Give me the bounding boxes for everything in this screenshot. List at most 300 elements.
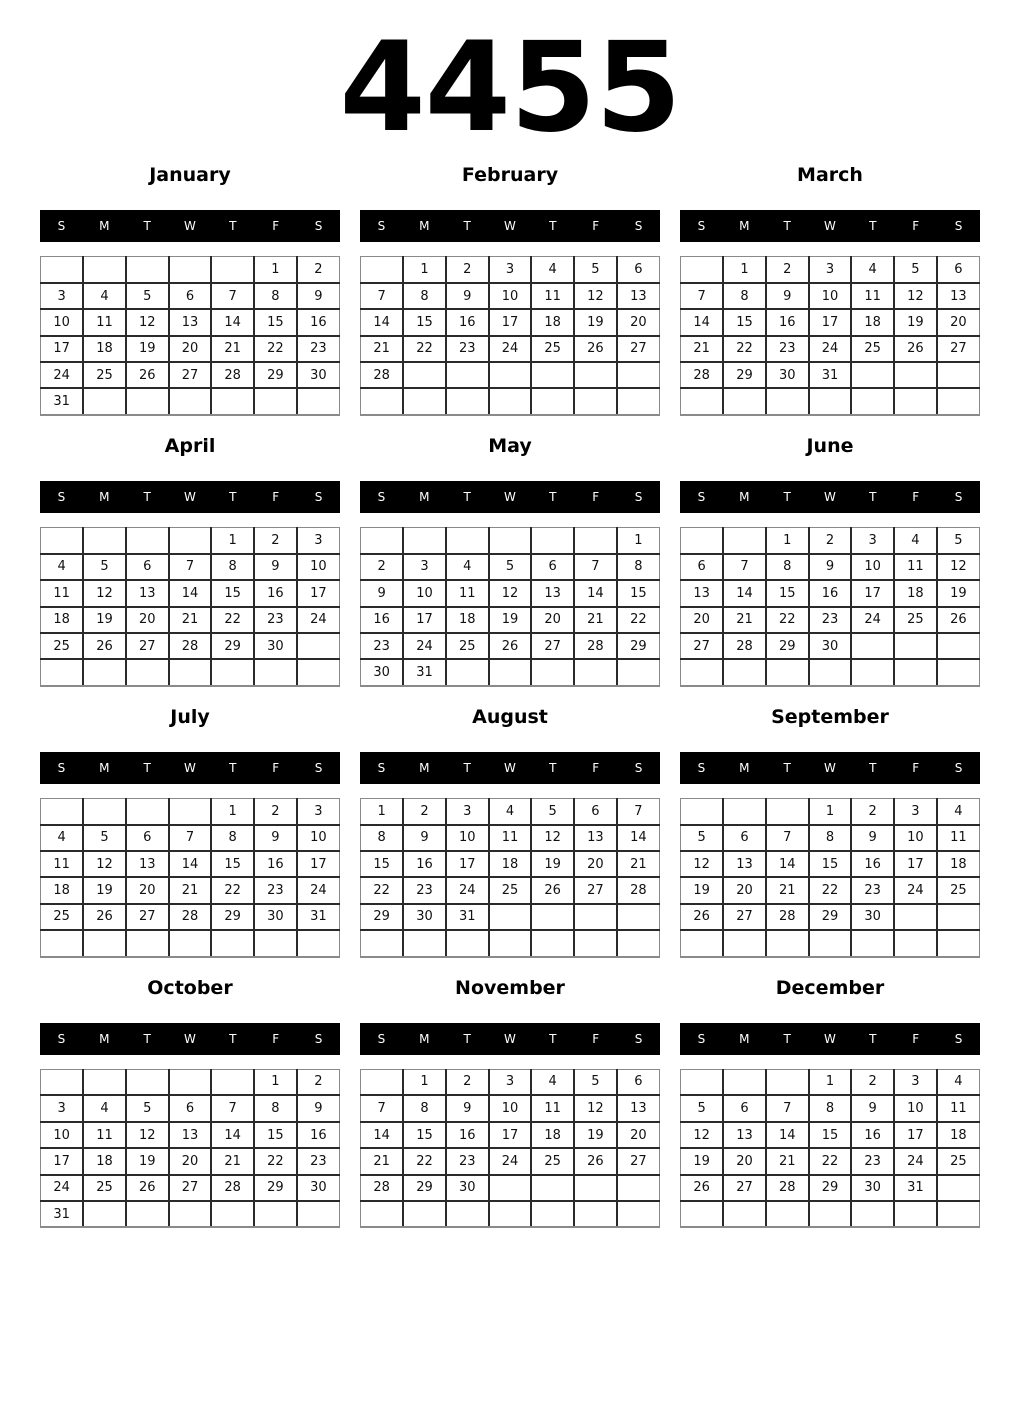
- weekday-label: S: [697, 760, 706, 775]
- empty-cell: [531, 362, 574, 388]
- week-row: [361, 825, 660, 851]
- empty-cell: [254, 388, 297, 414]
- day-cell: 27: [169, 362, 212, 388]
- empty-cell: [894, 659, 937, 685]
- weekday-label: M: [739, 1031, 750, 1046]
- day-cell: 30: [446, 1175, 489, 1201]
- empty-cell: [254, 659, 297, 685]
- day-cell: 27: [723, 1175, 766, 1201]
- day-cell: 22: [211, 607, 254, 633]
- day-cell: 26: [531, 877, 574, 903]
- weekday-label: S: [314, 219, 323, 233]
- day-cell: 27: [681, 633, 724, 659]
- day-cell: 20: [126, 877, 169, 903]
- day-cell: 22: [403, 336, 446, 362]
- day-cell: 17: [297, 851, 340, 877]
- day-cell: 17: [489, 309, 532, 335]
- day-cell: 8: [211, 554, 254, 580]
- week-row: [41, 1201, 340, 1227]
- week-row: [361, 633, 660, 659]
- empty-cell: [211, 1201, 254, 1227]
- date-grid: [680, 798, 980, 958]
- day-cell: 3: [894, 1069, 937, 1095]
- week-row: [361, 1095, 660, 1121]
- empty-cell: [126, 257, 169, 283]
- empty-cell: [446, 930, 489, 956]
- day-cell: 1: [723, 257, 766, 283]
- week-row: [41, 580, 340, 606]
- month-section-august: [360, 706, 660, 958]
- weekday-label: T: [229, 489, 237, 504]
- empty-cell: [681, 659, 724, 685]
- day-cell: 19: [126, 1148, 169, 1174]
- empty-cell: [531, 527, 574, 553]
- month-title: August: [472, 705, 548, 728]
- day-cell: 10: [403, 580, 446, 606]
- empty-cell: [169, 388, 212, 414]
- week-row: [361, 930, 660, 956]
- week-row: [681, 1069, 980, 1095]
- day-cell: 9: [851, 1095, 894, 1121]
- empty-cell: [169, 257, 212, 283]
- day-cell: 5: [489, 554, 532, 580]
- weekday-label: W: [824, 1031, 836, 1046]
- day-cell: 26: [937, 607, 980, 633]
- day-cell: 8: [254, 1095, 297, 1121]
- week-row: [681, 283, 980, 309]
- weekday-label: F: [912, 489, 920, 504]
- day-cell: 19: [126, 336, 169, 362]
- month-title: May: [488, 434, 532, 457]
- week-row: [681, 527, 980, 553]
- empty-cell: [489, 388, 532, 414]
- empty-cell: [681, 388, 724, 414]
- day-cell: 22: [211, 877, 254, 903]
- day-cell: 18: [894, 580, 937, 606]
- day-cell: 4: [83, 283, 126, 309]
- empty-cell: [126, 527, 169, 553]
- day-cell: 17: [489, 1122, 532, 1148]
- empty-cell: [809, 388, 852, 414]
- day-cell: 23: [809, 607, 852, 633]
- day-cell: 17: [403, 607, 446, 633]
- day-cell: 10: [297, 825, 340, 851]
- day-cell: 16: [403, 851, 446, 877]
- day-cell: 5: [83, 554, 126, 580]
- week-row: [41, 283, 340, 309]
- day-cell: 29: [723, 362, 766, 388]
- empty-cell: [894, 633, 937, 659]
- day-cell: 1: [254, 1069, 297, 1095]
- empty-cell: [681, 1069, 724, 1095]
- day-cell: 5: [574, 257, 617, 283]
- weekday-label: M: [739, 760, 750, 775]
- day-cell: 25: [446, 633, 489, 659]
- empty-cell: [403, 930, 446, 956]
- empty-cell: [574, 388, 617, 414]
- day-cell: 4: [41, 554, 84, 580]
- day-cell: 11: [937, 825, 980, 851]
- day-cell: 9: [403, 825, 446, 851]
- day-cell: 30: [297, 1175, 340, 1201]
- day-cell: 5: [126, 283, 169, 309]
- day-cell: 20: [617, 309, 660, 335]
- empty-cell: [531, 930, 574, 956]
- weekday-label: F: [272, 219, 280, 233]
- day-cell: 18: [41, 877, 84, 903]
- day-cell: 28: [723, 633, 766, 659]
- day-cell: 29: [211, 633, 254, 659]
- day-cell: 22: [809, 877, 852, 903]
- empty-cell: [126, 798, 169, 824]
- day-cell: 11: [894, 554, 937, 580]
- empty-cell: [169, 1201, 212, 1227]
- empty-cell: [617, 362, 660, 388]
- day-cell: 31: [41, 1201, 84, 1227]
- day-cell: 1: [361, 798, 404, 824]
- week-row: [41, 1122, 340, 1148]
- empty-cell: [361, 257, 404, 283]
- day-cell: 7: [211, 283, 254, 309]
- day-cell: 9: [766, 283, 809, 309]
- day-cell: 18: [489, 851, 532, 877]
- day-cell: 29: [809, 1175, 852, 1201]
- month-title: September: [771, 705, 889, 728]
- weekday-label: T: [463, 1031, 471, 1046]
- day-cell: 10: [446, 825, 489, 851]
- weekday-label: S: [314, 1031, 323, 1046]
- weekday-header-bar: [40, 752, 340, 784]
- day-cell: 13: [126, 580, 169, 606]
- month-section-march: [680, 164, 980, 416]
- empty-cell: [531, 1201, 574, 1227]
- empty-cell: [766, 1069, 809, 1095]
- day-cell: 18: [937, 851, 980, 877]
- empty-cell: [126, 388, 169, 414]
- date-grid: [680, 527, 980, 687]
- empty-cell: [617, 659, 660, 685]
- day-cell: 15: [809, 1122, 852, 1148]
- week-row: [41, 877, 340, 903]
- month-section-november: [360, 977, 660, 1229]
- empty-cell: [617, 1201, 660, 1227]
- day-cell: 16: [766, 309, 809, 335]
- empty-cell: [297, 930, 340, 956]
- week-row: [41, 607, 340, 633]
- day-cell: 29: [361, 904, 404, 930]
- day-cell: 18: [446, 607, 489, 633]
- weekday-label: T: [783, 760, 791, 775]
- day-cell: 14: [169, 580, 212, 606]
- day-cell: 13: [937, 283, 980, 309]
- empty-cell: [574, 659, 617, 685]
- weekday-label: S: [634, 1031, 643, 1046]
- date-grid: [40, 798, 340, 958]
- week-row: [41, 257, 340, 283]
- day-cell: 7: [681, 283, 724, 309]
- day-cell: 19: [531, 851, 574, 877]
- day-cell: 19: [83, 607, 126, 633]
- weekday-header-bar: [40, 1023, 340, 1055]
- weekday-label: T: [229, 219, 237, 233]
- weekday-label: W: [504, 489, 516, 504]
- weekday-label: S: [954, 489, 963, 504]
- day-cell: 12: [126, 309, 169, 335]
- day-cell: 29: [211, 904, 254, 930]
- day-cell: 27: [126, 904, 169, 930]
- day-cell: 25: [41, 904, 84, 930]
- weekday-label: T: [783, 1031, 791, 1046]
- empty-cell: [126, 1201, 169, 1227]
- day-cell: 16: [361, 607, 404, 633]
- day-cell: 28: [617, 877, 660, 903]
- day-cell: 25: [41, 633, 84, 659]
- weekday-label: T: [869, 489, 877, 504]
- month-title: February: [461, 164, 559, 186]
- weekday-label: S: [954, 760, 963, 775]
- day-cell: 1: [211, 527, 254, 553]
- day-cell: 20: [937, 309, 980, 335]
- day-cell: 8: [617, 554, 660, 580]
- day-cell: 5: [83, 825, 126, 851]
- day-cell: 6: [169, 283, 212, 309]
- week-row: [41, 1069, 340, 1095]
- weekday-label: T: [463, 219, 471, 233]
- day-cell: 15: [617, 580, 660, 606]
- day-cell: 3: [489, 1069, 532, 1095]
- week-row: [681, 1095, 980, 1121]
- day-cell: 18: [937, 1122, 980, 1148]
- day-cell: 22: [809, 1148, 852, 1174]
- day-cell: 13: [574, 825, 617, 851]
- day-cell: 11: [41, 851, 84, 877]
- month-section-september: [680, 706, 980, 958]
- weekday-label: F: [592, 760, 600, 775]
- day-cell: 3: [297, 798, 340, 824]
- day-cell: 31: [41, 388, 84, 414]
- month-section-february: [360, 164, 660, 416]
- weekday-label: T: [549, 760, 557, 775]
- day-cell: 14: [169, 851, 212, 877]
- weekday-label: M: [99, 219, 110, 233]
- day-cell: 24: [894, 877, 937, 903]
- day-cell: 26: [894, 336, 937, 362]
- day-cell: 26: [83, 633, 126, 659]
- day-cell: 12: [574, 1095, 617, 1121]
- day-cell: 31: [297, 904, 340, 930]
- weekday-label: S: [57, 1031, 66, 1046]
- day-cell: 16: [446, 1122, 489, 1148]
- day-cell: 3: [894, 798, 937, 824]
- week-row: [361, 1148, 660, 1174]
- week-row: [41, 527, 340, 553]
- day-cell: 17: [894, 1122, 937, 1148]
- day-cell: 28: [681, 362, 724, 388]
- day-cell: 11: [937, 1095, 980, 1121]
- month-section-october: [40, 977, 340, 1229]
- weekday-label: S: [57, 219, 66, 233]
- empty-cell: [723, 798, 766, 824]
- month-section-january: [40, 164, 340, 416]
- day-cell: 6: [126, 554, 169, 580]
- empty-cell: [403, 362, 446, 388]
- day-cell: 15: [254, 309, 297, 335]
- empty-cell: [361, 527, 404, 553]
- week-row: [681, 930, 980, 956]
- empty-cell: [169, 798, 212, 824]
- day-cell: 18: [83, 1148, 126, 1174]
- day-cell: 4: [851, 257, 894, 283]
- day-cell: 28: [169, 633, 212, 659]
- day-cell: 29: [809, 904, 852, 930]
- day-cell: 6: [574, 798, 617, 824]
- day-cell: 14: [723, 580, 766, 606]
- week-row: [681, 904, 980, 930]
- day-cell: 16: [809, 580, 852, 606]
- day-cell: 13: [681, 580, 724, 606]
- months-grid: [0, 164, 1020, 1228]
- empty-cell: [766, 798, 809, 824]
- week-row: [41, 851, 340, 877]
- day-cell: 5: [126, 1095, 169, 1121]
- day-cell: 15: [403, 309, 446, 335]
- empty-cell: [723, 659, 766, 685]
- empty-cell: [617, 1175, 660, 1201]
- day-cell: 8: [403, 1095, 446, 1121]
- date-grid: [40, 1069, 340, 1229]
- day-cell: 26: [574, 336, 617, 362]
- empty-cell: [851, 362, 894, 388]
- day-cell: 14: [617, 825, 660, 851]
- week-row: [681, 309, 980, 335]
- day-cell: 11: [851, 283, 894, 309]
- weekday-label: T: [229, 1031, 237, 1046]
- day-cell: 16: [297, 1122, 340, 1148]
- week-row: [361, 527, 660, 553]
- day-cell: 9: [297, 1095, 340, 1121]
- week-row: [681, 257, 980, 283]
- day-cell: 18: [531, 1122, 574, 1148]
- weekday-label: F: [912, 760, 920, 775]
- day-cell: 6: [937, 257, 980, 283]
- day-cell: 4: [531, 1069, 574, 1095]
- day-cell: 20: [723, 877, 766, 903]
- date-grid: [40, 256, 340, 416]
- day-cell: 4: [937, 798, 980, 824]
- empty-cell: [41, 930, 84, 956]
- month-title: March: [797, 164, 863, 186]
- empty-cell: [446, 527, 489, 553]
- empty-cell: [531, 904, 574, 930]
- empty-cell: [723, 1201, 766, 1227]
- day-cell: 25: [851, 336, 894, 362]
- week-row: [361, 798, 660, 824]
- week-row: [41, 633, 340, 659]
- day-cell: 28: [574, 633, 617, 659]
- empty-cell: [83, 527, 126, 553]
- day-cell: 14: [766, 851, 809, 877]
- day-cell: 12: [681, 851, 724, 877]
- empty-cell: [446, 362, 489, 388]
- weekday-label: T: [549, 219, 557, 233]
- empty-cell: [617, 930, 660, 956]
- weekday-label: F: [272, 760, 280, 775]
- empty-cell: [937, 1201, 980, 1227]
- day-cell: 12: [681, 1122, 724, 1148]
- day-cell: 20: [126, 607, 169, 633]
- day-cell: 23: [851, 1148, 894, 1174]
- day-cell: 12: [531, 825, 574, 851]
- day-cell: 19: [894, 309, 937, 335]
- empty-cell: [851, 659, 894, 685]
- day-cell: 25: [937, 1148, 980, 1174]
- day-cell: 28: [361, 1175, 404, 1201]
- empty-cell: [489, 527, 532, 553]
- month-section-july: [40, 706, 340, 958]
- week-row: [361, 580, 660, 606]
- empty-cell: [211, 388, 254, 414]
- week-row: [361, 257, 660, 283]
- empty-cell: [83, 388, 126, 414]
- day-cell: 23: [766, 336, 809, 362]
- weekday-label: T: [783, 489, 791, 504]
- weekday-label: T: [463, 489, 471, 504]
- day-cell: 25: [531, 1148, 574, 1174]
- day-cell: 7: [766, 1095, 809, 1121]
- empty-cell: [361, 1069, 404, 1095]
- empty-cell: [83, 257, 126, 283]
- date-grid: [680, 1069, 980, 1229]
- day-cell: 7: [211, 1095, 254, 1121]
- day-cell: 17: [446, 851, 489, 877]
- day-cell: 30: [403, 904, 446, 930]
- day-cell: 27: [169, 1175, 212, 1201]
- day-cell: 17: [809, 309, 852, 335]
- day-cell: 20: [574, 851, 617, 877]
- weekday-header-bar: [680, 1023, 980, 1055]
- day-cell: 21: [361, 1148, 404, 1174]
- empty-cell: [766, 659, 809, 685]
- weekday-label: F: [592, 489, 600, 504]
- day-cell: 12: [126, 1122, 169, 1148]
- weekday-label: W: [184, 1031, 196, 1046]
- day-cell: 28: [361, 362, 404, 388]
- day-cell: 24: [489, 336, 532, 362]
- day-cell: 17: [894, 851, 937, 877]
- day-cell: 19: [83, 877, 126, 903]
- day-cell: 24: [297, 877, 340, 903]
- day-cell: 16: [851, 1122, 894, 1148]
- day-cell: 11: [446, 580, 489, 606]
- day-cell: 20: [681, 607, 724, 633]
- weekday-label: T: [229, 760, 237, 775]
- day-cell: 30: [809, 633, 852, 659]
- empty-cell: [723, 527, 766, 553]
- empty-cell: [574, 930, 617, 956]
- day-cell: 24: [894, 1148, 937, 1174]
- weekday-label: M: [419, 760, 430, 775]
- empty-cell: [574, 362, 617, 388]
- day-cell: 21: [169, 877, 212, 903]
- week-row: [41, 309, 340, 335]
- weekday-label: S: [377, 760, 386, 775]
- day-cell: 30: [361, 659, 404, 685]
- day-cell: 4: [937, 1069, 980, 1095]
- day-cell: 5: [937, 527, 980, 553]
- day-cell: 6: [723, 825, 766, 851]
- day-cell: 28: [211, 362, 254, 388]
- day-cell: 9: [297, 283, 340, 309]
